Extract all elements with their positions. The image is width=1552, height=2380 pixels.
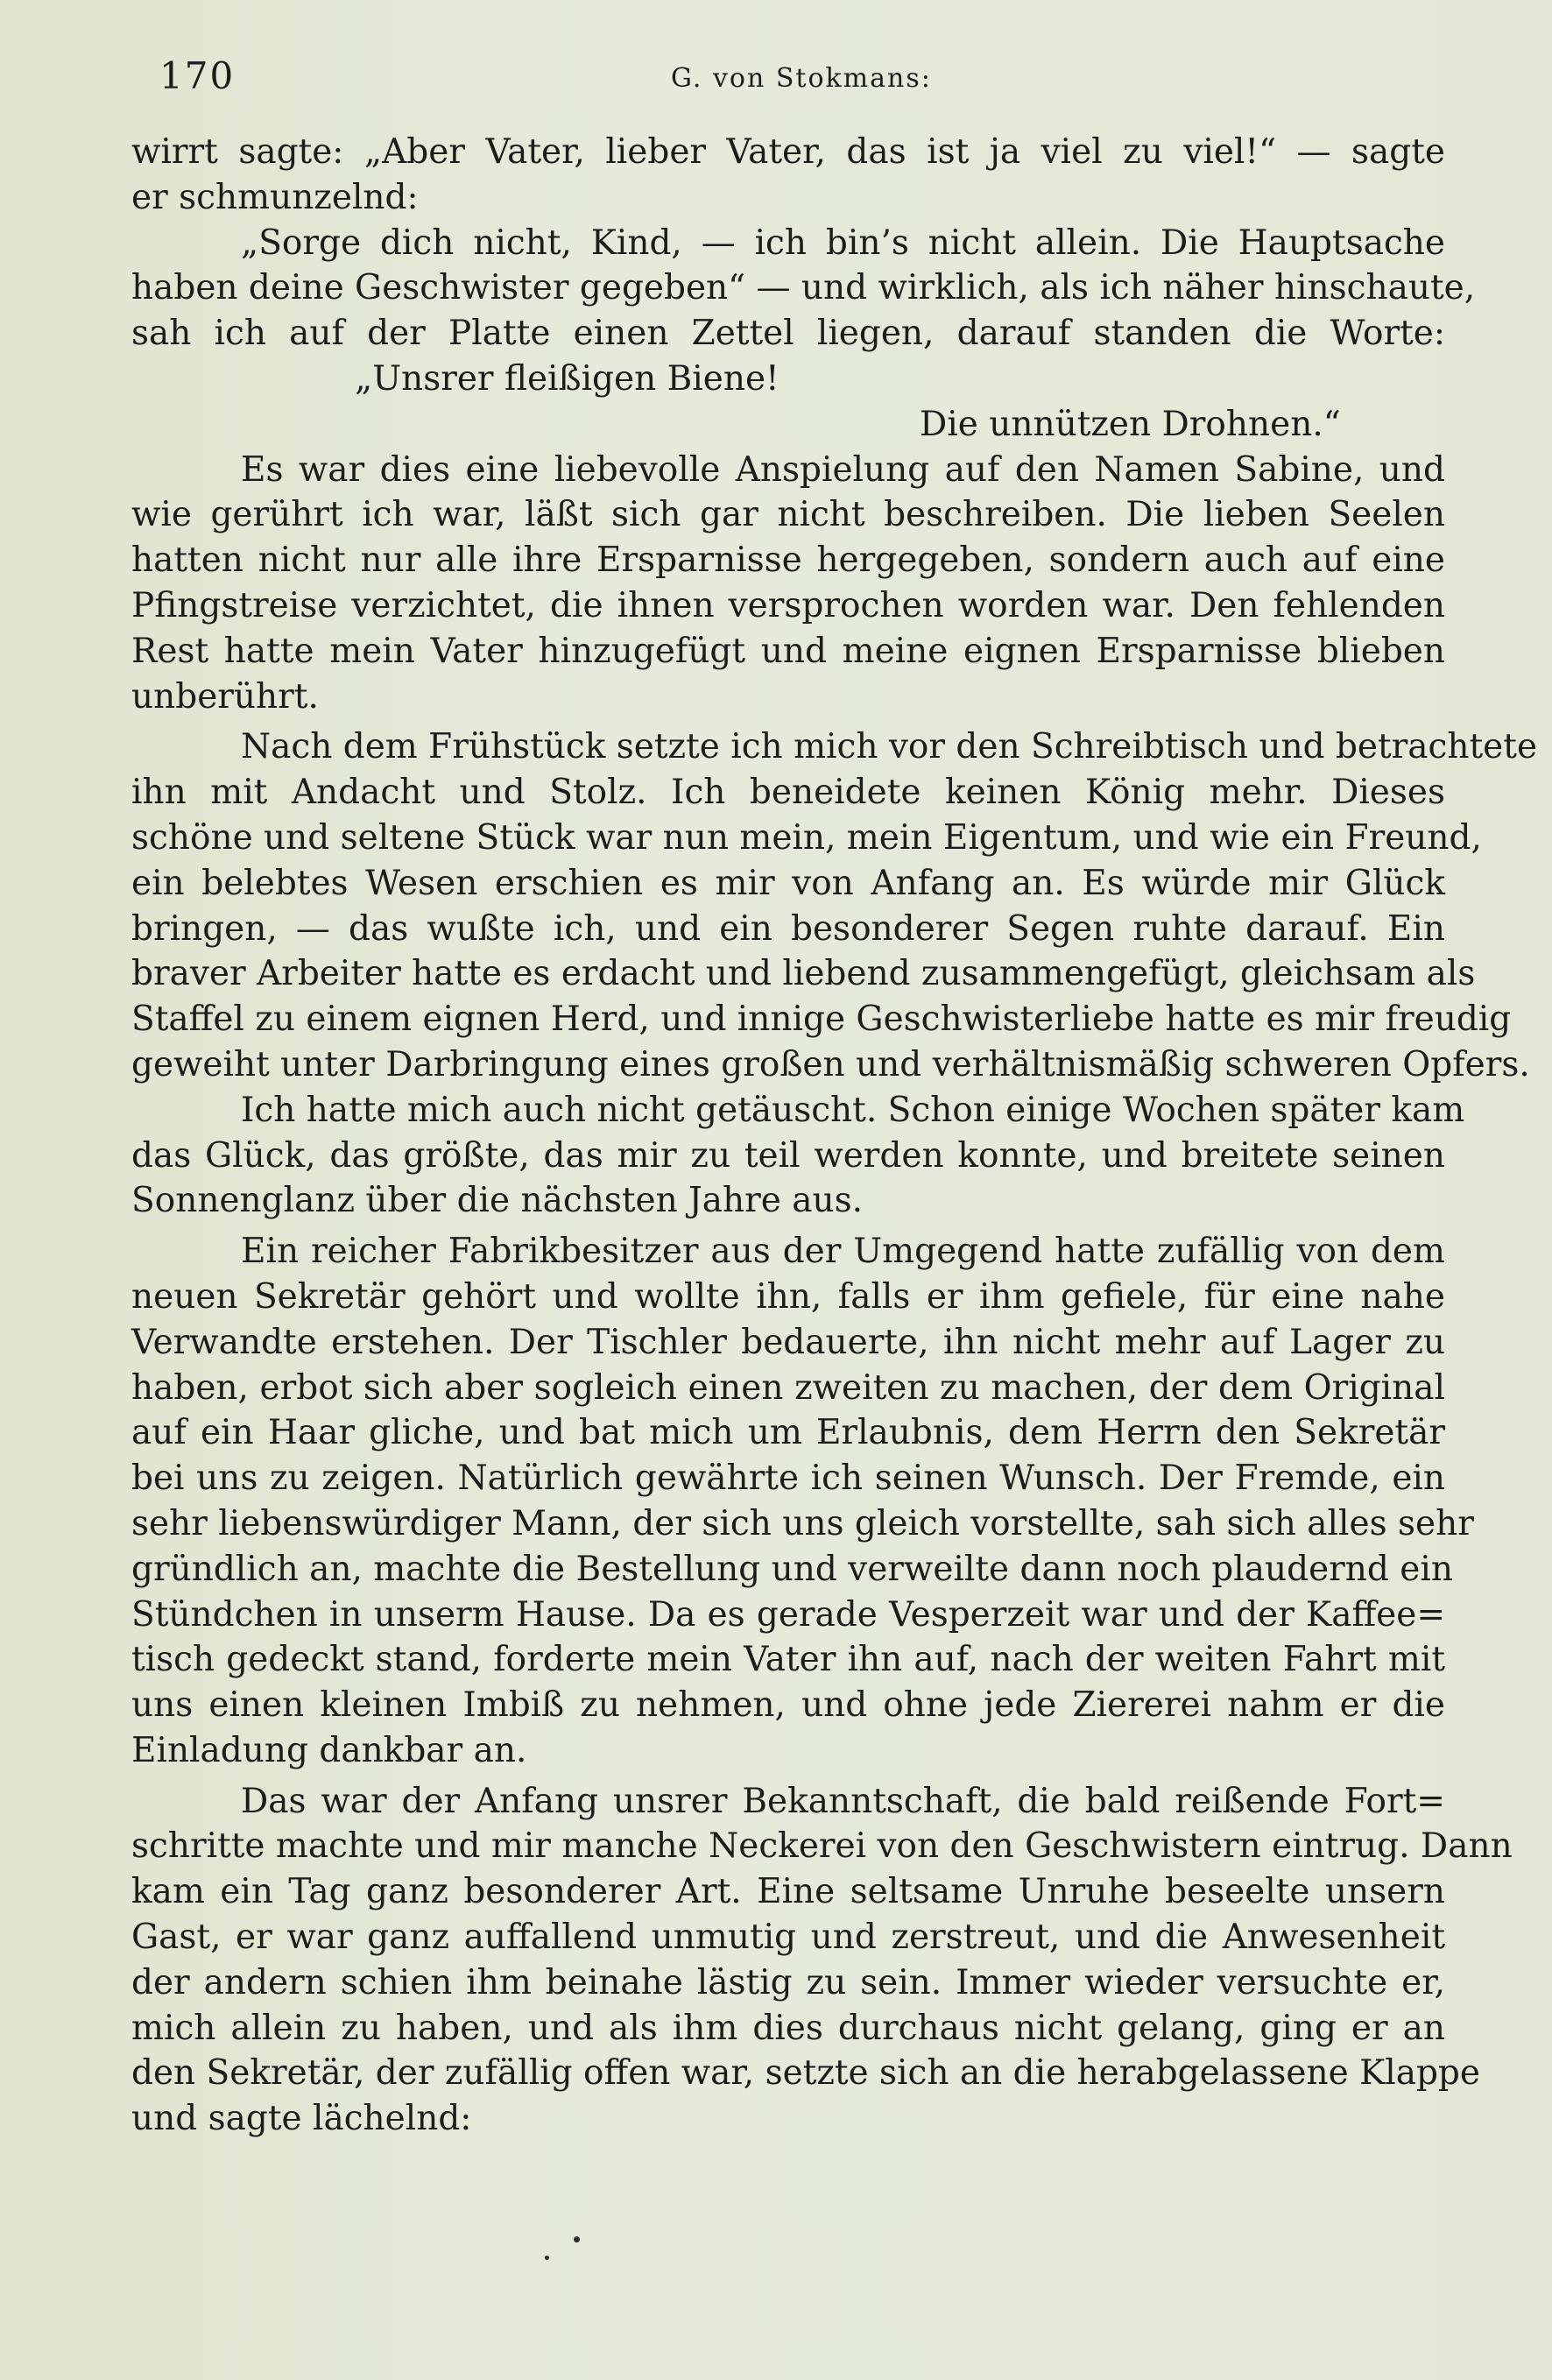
text-line: Ich hatte mich auch nicht getäuscht. Schon einige Wochen später kam (241, 1090, 1465, 1130)
text-line: Einladung dankbar an. (131, 1730, 527, 1770)
text-line: bringen, — das wußte ich, und ein besonderer Segen ruhte darauf. Ein (131, 908, 1445, 949)
page-header (154, 54, 1442, 107)
text-line: uns einen kleinen Imbiß zu nehmen, und ohne jede Ziererei nahm er die (131, 1685, 1445, 1726)
text-line: Das war der Anfang unsrer Bekanntschaft, die bald reißende Fort= (241, 1781, 1445, 1821)
text-line: schöne und seltene Stück war nun mein, mein Eigentum, und wie ein Freund, (131, 817, 1482, 858)
running-head: G. von Stokmans: (671, 63, 932, 94)
ink-speck (545, 2256, 549, 2260)
text-line: tisch gedeckt stand, forderte mein Vater ihn auf, nach der weiten Fahrt mit (131, 1640, 1445, 1680)
text-line: auf ein Haar gliche, und bat mich um Erlaubnis, dem Herrn den Sekretär (131, 1413, 1445, 1453)
text-line: Stündchen in unserm Hause. Da es gerade Vesperzeit war und der Kaffee= (131, 1594, 1445, 1635)
text-line: haben deine Geschwister gegeben“ — und wirklich, als ich näher hinschaute, (131, 268, 1476, 308)
text-line: und sagte lächelnd: (131, 2099, 472, 2139)
text-line: Die unnützen Drohnen.“ (920, 404, 1341, 444)
text-line: ein belebtes Wesen erschien es mir von Anfang an. Es würde mir Glück (131, 863, 1445, 903)
text-line: sehr liebenswürdiger Mann, der sich uns gleich vorstellte, sah sich alles sehr (131, 1503, 1474, 1543)
text-line: kam ein Tag ganz besonderer Art. Eine seltsame Unruhe beseelte unsern (131, 1872, 1445, 1912)
text-line: Ein reicher Fabrikbesitzer aus der Umgegend hatte zufällig von dem (241, 1232, 1445, 1272)
text-line: Sonnenglanz über die nächsten Jahre aus. (131, 1181, 864, 1221)
text-line: ihn mit Andacht und Stolz. Ich beneidete keinen König mehr. Dieses (131, 773, 1445, 813)
text-line: Gast, er war ganz auffallend unmutig und zerstreut, und die Anwesenheit (131, 1917, 1445, 1958)
text-line: wirrt sagte: „Aber Vater, lieber Vater, das ist ja viel zu viel!“ — sagte (131, 132, 1445, 172)
text-line: er schmunzelnd: (131, 177, 419, 217)
text-line: „Unsrer fleißigen Biene! (355, 358, 780, 399)
text-line: braver Arbeiter hatte es erdacht und liebend zusammengefügt, gleichsam als (131, 954, 1476, 994)
text-line: Es war dies eine liebevolle Anspielung auf den Namen Sabine, und (241, 449, 1445, 490)
page-number: 170 (159, 54, 236, 97)
body-text (131, 130, 1538, 2142)
text-line: „Sorge dich nicht, Kind, — ich bin’s nicht allein. Die Hauptsache (241, 222, 1445, 263)
text-line: bei uns zu zeigen. Natürlich gewährte ich seinen Wunsch. Der Fremde, ein (131, 1458, 1445, 1499)
text-line: hatten nicht nur alle ihre Ersparnisse hergegeben, sondern auch auf eine (131, 540, 1445, 581)
text-line: wie gerührt ich war, läßt sich gar nicht beschreiben. Die lieben Seelen (131, 495, 1445, 535)
text-line: Nach dem Frühstück setzte ich mich vor den Schreibtisch und betrachtete (241, 727, 1538, 767)
text-line: unberührt. (131, 676, 319, 717)
text-line: gründlich an, machte die Bestellung und verweilte dann noch plaudernd ein (131, 1549, 1453, 1589)
text-line: neuen Sekretär gehört und wollte ihn, falls er ihm gefiele, für eine nahe (131, 1276, 1445, 1317)
text-line: mich allein zu haben, und als ihm dies durchaus nicht gelang, ging er an (131, 2008, 1445, 2048)
text-line: Staffel zu einem eignen Herd, und innige Geschwisterliebe hatte es mir freudig (131, 999, 1512, 1040)
text-line: sah ich auf der Platte einen Zettel liegen, darauf standen die Worte: (131, 314, 1445, 354)
text-line: haben, erbot sich aber sogleich einen zweiten zu machen, der dem Original (131, 1367, 1445, 1408)
text-line: Rest hatte mein Vater hinzugefügt und meine eignen Ersparnisse blieben (131, 631, 1445, 671)
text-line: der andern schien ihm beinahe lästig zu sein. Immer wieder versuchte er, (131, 1962, 1445, 2002)
text-line: schritte machte und mir manche Neckerei von den Geschwistern eintrug. Dann (131, 1826, 1513, 1867)
text-line: Pfingstreise verzichtet, die ihnen versprochen worden war. Den fehlenden (131, 585, 1445, 625)
text-line: das Glück, das größte, das mir zu teil werden konnte, und breitete seinen (131, 1135, 1445, 1176)
text-line: geweiht unter Darbringung eines großen und verhältnismäßig schweren Opfers. (131, 1044, 1530, 1084)
text-line: Verwandte erstehen. Der Tischler bedauerte, ihn nicht mehr auf Lager zu (131, 1322, 1445, 1362)
ink-speck (574, 2236, 580, 2242)
text-line: den Sekretär, der zufällig offen war, setzte sich an die herabgelassene Klappe (131, 2053, 1480, 2094)
